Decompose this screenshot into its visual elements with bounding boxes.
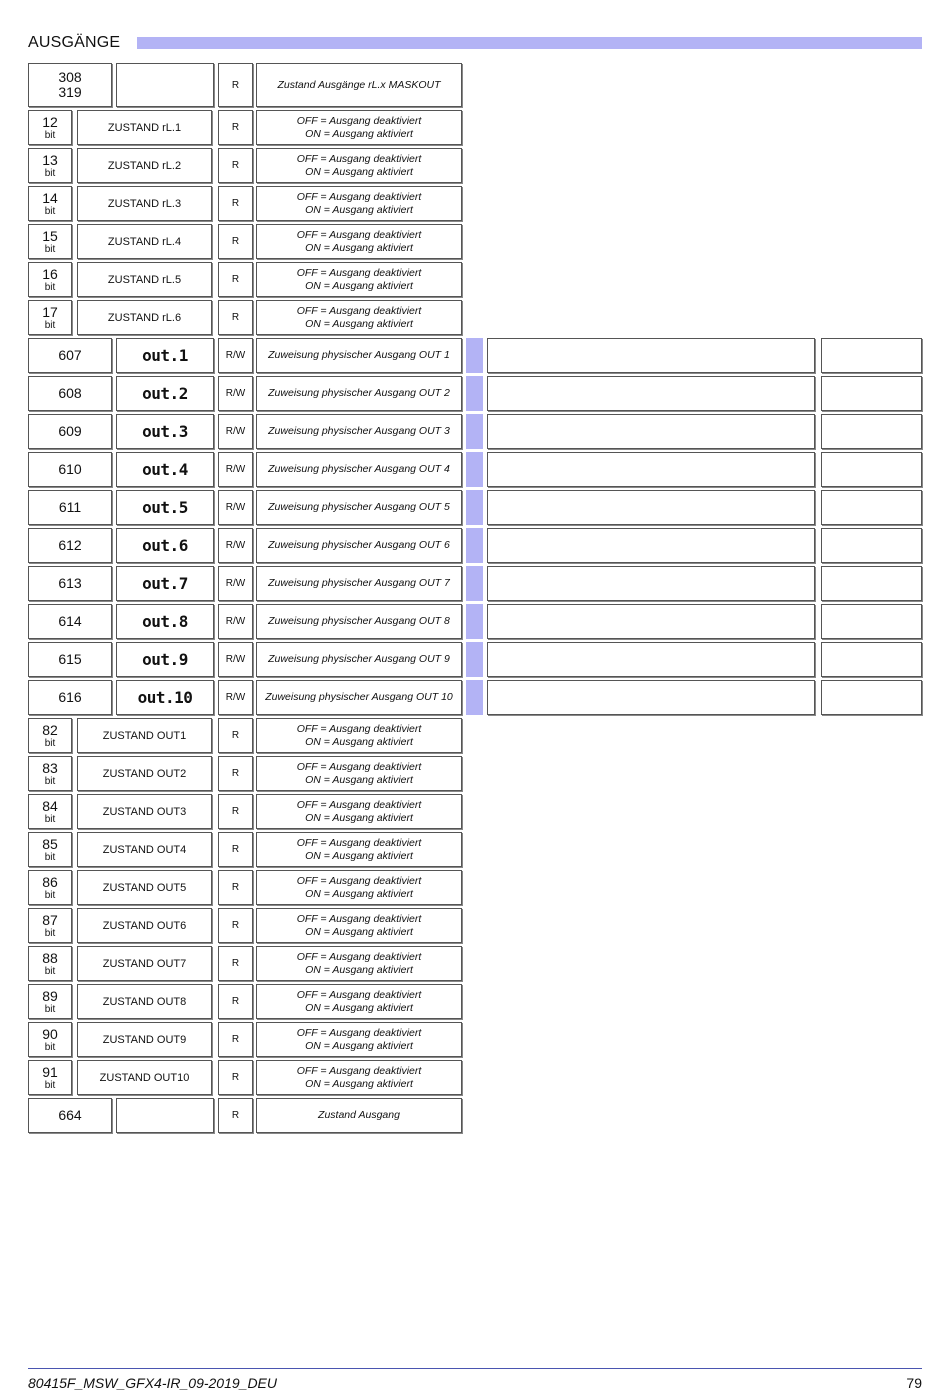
description-line: ON = Ausgang aktiviert [305,241,413,254]
access-mode-text: R [231,274,240,285]
address-number: 82 [42,721,58,738]
row-marker-stripe [466,566,483,601]
description-cell [256,63,462,107]
register-name-text: ZUSTAND rL.1 [107,121,182,134]
register-name-text: ZUSTAND OUT9 [102,1033,187,1046]
access-mode-text: R [231,79,240,91]
row-marker-stripe [466,490,483,525]
address-cell [28,604,112,639]
parameter-code-text: out.10 [137,688,193,707]
value-cell [487,490,815,525]
parameter-code [116,376,214,411]
address-cell [28,756,72,791]
description-line: ON = Ausgang aktiviert [305,963,413,976]
parameter-code-text: out.1 [142,346,188,365]
register-name [77,984,212,1019]
access-mode [218,224,253,259]
address-cell [28,452,112,487]
access-mode-text: R [231,882,240,893]
register-name [116,1098,214,1133]
address-number: 616 [58,689,82,705]
access-mode-text: R/W [225,654,246,665]
address-cell [28,148,72,183]
access-mode [218,148,253,183]
address-cell [28,414,112,449]
default-cell [821,376,922,411]
row-marker-stripe [466,680,483,715]
address-cell [28,946,72,981]
address-number: 612 [58,537,82,553]
row-marker-stripe [466,414,483,449]
description-line: OFF = Ausgang deaktiviert [296,874,422,887]
address-number: 608 [58,385,82,401]
description-cell [256,414,462,449]
bit-label: bit [44,1041,56,1053]
description-line: OFF = Ausgang deaktiviert [296,304,422,317]
default-cell [821,642,922,677]
access-mode [218,300,253,335]
access-mode [218,262,253,297]
row-marker-stripe [466,338,483,373]
address-number: 664 [58,1107,82,1123]
register-name [77,832,212,867]
bit-label: bit [44,813,56,825]
parameter-code [116,414,214,449]
register-name [77,148,212,183]
access-mode-text: R [231,844,240,855]
address-number: 613 [58,575,82,591]
address-number: 609 [58,423,82,439]
access-mode [218,452,253,487]
access-mode [218,642,253,677]
description-line: OFF = Ausgang deaktiviert [296,228,422,241]
description-cell [256,604,462,639]
access-mode-text: R/W [225,692,246,703]
description-line: ON = Ausgang aktiviert [305,925,413,938]
register-name [77,794,212,829]
address-cell [28,1060,72,1095]
register-name-text: ZUSTAND rL.2 [107,159,182,172]
default-cell [821,528,922,563]
address-cell [28,490,112,525]
description-cell [256,452,462,487]
parameter-code-text: out.3 [142,422,188,441]
description-cell [256,946,462,981]
bit-label: bit [44,775,56,787]
bit-label: bit [44,1003,56,1015]
access-mode [218,1060,253,1095]
description-cell [256,566,462,601]
description-cell [256,870,462,905]
address-cell [28,376,112,411]
parameter-code-text: out.7 [142,574,188,593]
description-line: ON = Ausgang aktiviert [305,735,413,748]
register-name [77,1060,212,1095]
address-number: 13 [42,151,58,168]
access-mode [218,1098,253,1133]
description-cell [256,794,462,829]
description-cell [256,376,462,411]
description-cell [256,1022,462,1057]
description-cell [256,300,462,335]
parameter-code [116,528,214,563]
footer-divider [28,1368,922,1369]
address-number: 86 [42,873,58,890]
access-mode [218,756,253,791]
register-name-text: ZUSTAND OUT8 [102,995,187,1008]
access-mode [218,870,253,905]
footer-page-number: 79 [906,1375,922,1391]
address-cell [28,224,72,259]
access-mode-text: R/W [225,426,246,437]
bit-label: bit [44,737,56,749]
access-mode-text: R [231,1034,240,1045]
description-cell [256,680,462,715]
register-name [77,946,212,981]
access-mode-text: R/W [225,578,246,589]
value-cell [487,528,815,563]
address-cell [28,908,72,943]
register-name-text: ZUSTAND rL.6 [107,311,182,324]
description-line: OFF = Ausgang deaktiviert [296,152,422,165]
access-mode [218,376,253,411]
description-cell [256,908,462,943]
register-name [77,870,212,905]
description-line: OFF = Ausgang deaktiviert [296,950,422,963]
access-mode-text: R/W [225,616,246,627]
description-line: Zuweisung physischer Ausgang OUT 5 [268,501,450,513]
access-mode-text: R [231,1072,240,1083]
description-cell [256,186,462,221]
address-number: 87 [42,911,58,928]
default-cell [821,338,922,373]
access-mode [218,832,253,867]
bit-label: bit [44,129,56,141]
description-line: ON = Ausgang aktiviert [305,887,413,900]
access-mode [218,680,253,715]
address-number: 16 [42,265,58,282]
description-line: ON = Ausgang aktiviert [305,317,413,330]
register-name [77,186,212,221]
register-name-text: ZUSTAND rL.3 [107,197,182,210]
value-cell [487,680,815,715]
description-line: Zuweisung physischer Ausgang OUT 4 [268,463,450,475]
description-line: OFF = Ausgang deaktiviert [296,266,422,279]
access-mode-text: R [231,958,240,969]
description-line: OFF = Ausgang deaktiviert [296,988,422,1001]
description-cell [256,756,462,791]
access-mode [218,110,253,145]
access-mode-text: R [231,996,240,1007]
register-name-text: ZUSTAND OUT2 [102,767,187,780]
title-accent-bar [137,37,922,49]
register-name [77,908,212,943]
description-cell [256,718,462,753]
description-cell [256,490,462,525]
access-mode [218,186,253,221]
parameter-code [116,338,214,373]
description-cell [256,148,462,183]
address-cell [28,984,72,1019]
description-cell [256,224,462,259]
access-mode-text: R/W [225,350,246,361]
value-cell [487,376,815,411]
address-cell [28,718,72,753]
access-mode-text: R [231,1110,240,1121]
address-number: 85 [42,835,58,852]
page-title: AUSGÄNGE [28,34,121,51]
parameter-code [116,490,214,525]
access-mode [218,908,253,943]
row-marker-stripe [466,376,483,411]
description-line: Zustand Ausgänge rL.x MASKOUT [277,78,441,91]
row-marker-stripe [466,528,483,563]
access-mode-text: R [231,122,240,133]
default-cell [821,490,922,525]
address-number: 91 [42,1063,58,1080]
register-name [77,718,212,753]
description-cell [256,110,462,145]
row-marker-stripe [466,452,483,487]
default-cell [821,414,922,449]
description-line: ON = Ausgang aktiviert [305,1001,413,1014]
access-mode [218,718,253,753]
address-number: 611 [58,499,82,515]
access-mode-text: R [231,198,240,209]
description-line: OFF = Ausgang deaktiviert [296,760,422,773]
access-mode-text: R/W [225,502,246,513]
bit-label: bit [44,319,56,331]
description-line: Zuweisung physischer Ausgang OUT 3 [268,425,450,437]
access-mode [218,566,253,601]
description-line: OFF = Ausgang deaktiviert [296,722,422,735]
description-cell [256,338,462,373]
address-number: 89 [42,987,58,1004]
value-cell [487,642,815,677]
description-line: ON = Ausgang aktiviert [305,849,413,862]
register-name-text: ZUSTAND OUT10 [99,1071,190,1084]
description-line: Zuweisung physischer Ausgang OUT 10 [265,691,453,703]
access-mode [218,338,253,373]
bit-label: bit [44,243,56,255]
value-cell [487,566,815,601]
bit-label: bit [44,851,56,863]
address-cell [28,642,112,677]
description-line: Zuweisung physischer Ausgang OUT 6 [268,539,450,551]
register-name-text: ZUSTAND OUT7 [102,957,187,970]
description-line: OFF = Ausgang deaktiviert [296,912,422,925]
access-mode [218,414,253,449]
access-mode-text: R [231,236,240,247]
access-mode [218,528,253,563]
register-name-text: ZUSTAND OUT1 [102,729,187,742]
description-line: Zuweisung physischer Ausgang OUT 1 [268,349,450,361]
address-number: 308 [58,69,82,85]
register-name-text: ZUSTAND OUT3 [102,805,187,818]
address-cell [28,110,72,145]
access-mode-text: R/W [225,388,246,399]
address-cell [28,528,112,563]
description-line: OFF = Ausgang deaktiviert [296,1064,422,1077]
bit-label: bit [44,927,56,939]
access-mode-text: R [231,768,240,779]
footer-document-id: 80415F_MSW_GFX4-IR_09-2019_DEU [28,1375,278,1391]
row-marker-stripe [466,604,483,639]
register-name [77,756,212,791]
address-cell [28,870,72,905]
description-line: OFF = Ausgang deaktiviert [296,836,422,849]
value-cell [487,452,815,487]
register-name [116,63,214,107]
address-number: 615 [58,651,82,667]
access-mode-text: R [231,920,240,931]
address-number: 614 [58,613,82,629]
address-cell [28,63,112,107]
description-line: ON = Ausgang aktiviert [305,279,413,292]
address-number: 88 [42,949,58,966]
description-line: ON = Ausgang aktiviert [305,1039,413,1052]
register-name [77,262,212,297]
register-name [77,300,212,335]
address-cell [28,1022,72,1057]
address-number: 90 [42,1025,58,1042]
address-cell [28,832,72,867]
description-line: Zustand Ausgang [318,1109,400,1121]
description-line: OFF = Ausgang deaktiviert [296,114,422,127]
bit-label: bit [44,1079,56,1091]
description-cell [256,832,462,867]
parameter-code-text: out.2 [142,384,188,403]
address-cell [28,300,72,335]
access-mode-text: R/W [225,540,246,551]
default-cell [821,680,922,715]
address-cell [28,680,112,715]
access-mode [218,490,253,525]
address-cell [28,566,112,601]
description-cell [256,262,462,297]
parameter-code [116,680,214,715]
register-name-text: ZUSTAND OUT4 [102,843,187,856]
parameter-code-text: out.6 [142,536,188,555]
parameter-code [116,642,214,677]
address-number: 83 [42,759,58,776]
description-line: ON = Ausgang aktiviert [305,811,413,824]
default-cell [821,604,922,639]
access-mode [218,984,253,1019]
description-line: OFF = Ausgang deaktiviert [296,1026,422,1039]
bit-label: bit [44,965,56,977]
parameter-code [116,566,214,601]
address-number: 14 [42,189,58,206]
description-cell [256,642,462,677]
bit-label: bit [44,281,56,293]
address-cell [28,262,72,297]
row-marker-stripe [466,642,483,677]
access-mode-text: R [231,806,240,817]
register-name-text: ZUSTAND rL.4 [107,235,182,248]
value-cell [487,414,815,449]
register-name-text: ZUSTAND OUT6 [102,919,187,932]
address-number: 12 [42,113,58,130]
parameter-code-text: out.8 [142,612,188,631]
parameter-code [116,604,214,639]
register-name [77,224,212,259]
address-number: 84 [42,797,58,814]
address-cell [28,1098,112,1133]
address-number: 319 [58,84,82,100]
access-mode [218,1022,253,1057]
access-mode [218,946,253,981]
value-cell [487,604,815,639]
access-mode-text: R/W [225,464,246,475]
access-mode-text: R [231,312,240,323]
access-mode [218,794,253,829]
parameter-code-text: out.5 [142,498,188,517]
description-line: Zuweisung physischer Ausgang OUT 8 [268,615,450,627]
description-cell [256,984,462,1019]
description-line: ON = Ausgang aktiviert [305,773,413,786]
address-cell [28,186,72,221]
register-name [77,110,212,145]
parameter-code [116,452,214,487]
description-line: Zuweisung physischer Ausgang OUT 2 [268,387,450,399]
register-name-text: ZUSTAND OUT5 [102,881,187,894]
access-mode-text: R [231,730,240,741]
address-cell [28,338,112,373]
description-line: Zuweisung physischer Ausgang OUT 7 [268,577,450,589]
value-cell [487,338,815,373]
description-line: ON = Ausgang aktiviert [305,127,413,140]
description-line: Zuweisung physischer Ausgang OUT 9 [268,653,450,665]
description-line: OFF = Ausgang deaktiviert [296,798,422,811]
address-number: 15 [42,227,58,244]
register-name-text: ZUSTAND rL.5 [107,273,182,286]
address-number: 610 [58,461,82,477]
default-cell [821,452,922,487]
description-cell [256,528,462,563]
description-line: ON = Ausgang aktiviert [305,1077,413,1090]
address-number: 17 [42,303,58,320]
description-line: ON = Ausgang aktiviert [305,165,413,178]
bit-label: bit [44,205,56,217]
default-cell [821,566,922,601]
access-mode [218,63,253,107]
address-cell [28,794,72,829]
parameter-code-text: out.9 [142,650,188,669]
address-number: 607 [58,347,82,363]
register-name [77,1022,212,1057]
bit-label: bit [44,889,56,901]
description-cell [256,1060,462,1095]
parameter-code-text: out.4 [142,460,188,479]
description-line: OFF = Ausgang deaktiviert [296,190,422,203]
access-mode [218,604,253,639]
bit-label: bit [44,167,56,179]
description-line: ON = Ausgang aktiviert [305,203,413,216]
access-mode-text: R [231,160,240,171]
description-cell [256,1098,462,1133]
